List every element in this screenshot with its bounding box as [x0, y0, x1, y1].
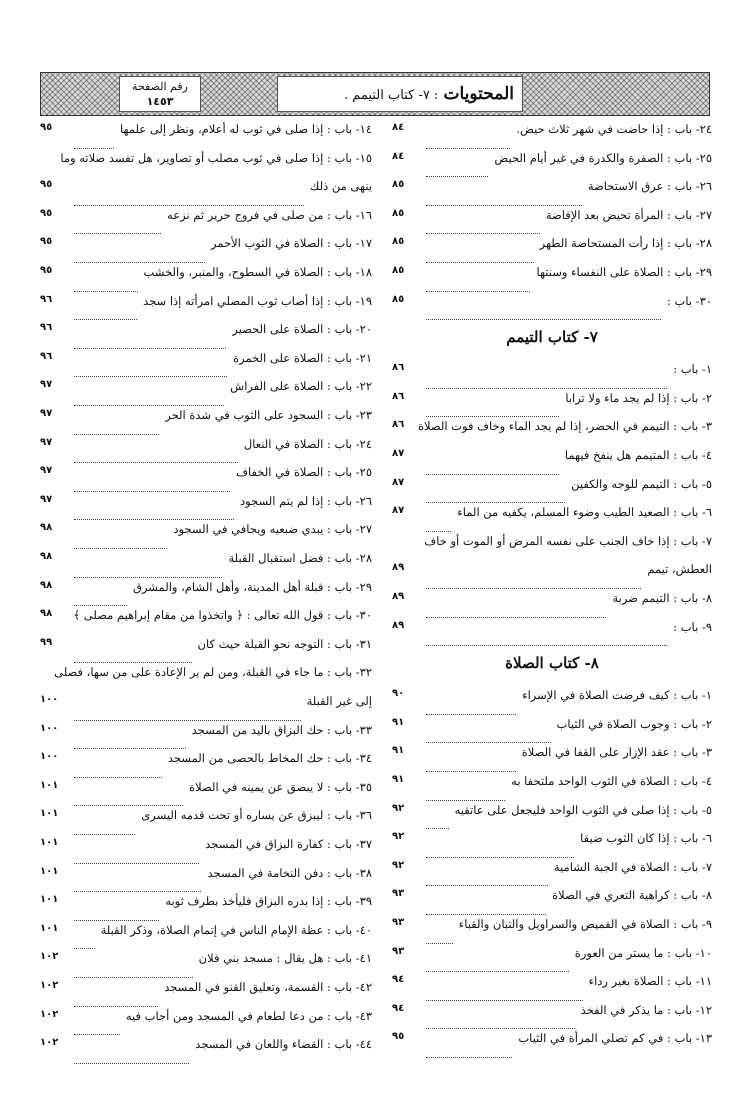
toc-entry	[40, 265, 372, 294]
toc-page-number: ٨٥	[392, 207, 405, 219]
toc-dot-leader	[426, 388, 667, 389]
toc-dot-leader	[426, 617, 606, 618]
toc-dot-leader	[74, 434, 159, 435]
toc-page-number: ٩٨	[40, 608, 53, 620]
toc-page-number: ٩٠	[392, 688, 405, 700]
toc-dot-leader	[426, 1028, 575, 1029]
toc-entry-title: ٢- باب : إذا لم يجد ماء ولا ترابا	[565, 390, 712, 405]
toc-page-number: ٩٤	[392, 1002, 405, 1014]
toc-entry-title: ١٩- باب : إذا أصاب ثوب المصلي امرأته إذا سجد	[143, 293, 372, 308]
header-subtitle: : ٧- كتاب التيمم .	[344, 88, 439, 103]
toc-page-number: ٩٣	[392, 888, 405, 900]
toc-dot-leader	[74, 319, 137, 320]
toc-page-number: ١٠١	[40, 922, 59, 934]
toc-entry	[40, 351, 372, 380]
toc-dot-leader	[426, 531, 451, 532]
toc-entry-title: ١٢- باب : ما يذكر في الفخذ	[580, 1002, 712, 1017]
toc-entry-title: ٤٠- باب : عظة الإمام الناس في إتمام الصلاة، وذكر القبلة	[100, 922, 372, 937]
toc-dot-leader	[426, 416, 559, 417]
toc-entry	[392, 294, 712, 323]
toc-dot-leader	[426, 319, 661, 320]
toc-entry	[40, 951, 372, 980]
toc-dot-leader	[74, 262, 205, 263]
toc-entry-title: ١٣- باب : في كم تصلي المرأة في الثياب	[518, 1031, 712, 1046]
toc-entry	[40, 322, 372, 351]
toc-dot-leader	[74, 405, 224, 406]
toc-dot-leader	[426, 771, 516, 772]
toc-entry-title: ٤٤- باب : القضاء واللعان في المسجد	[195, 1037, 372, 1052]
toc-entry	[40, 808, 372, 837]
toc-page-number: ٩٢	[392, 831, 405, 843]
toc-entry-title: ٧- باب : إذا خاف الجنب على نفسه المرض أو الموت أو خاف	[424, 533, 712, 548]
toc-page-number: ٩٦	[40, 322, 53, 334]
toc-entry-title: ٢٦- باب : عرق الاستحاضة	[587, 179, 712, 194]
toc-entry	[392, 477, 712, 506]
toc-entry	[40, 665, 372, 694]
toc-entry	[40, 580, 372, 609]
toc-dot-leader	[426, 502, 565, 503]
toc-entry	[40, 408, 372, 437]
toc-entry	[392, 688, 712, 717]
toc-entry-title: ٣٨- باب : دفن النخامة في المسجد	[207, 865, 372, 880]
header-title-box	[277, 76, 523, 112]
toc-entry-title: ٦- باب : الصعيد الطيب وضوء المسلم، يكفيه من الماء	[457, 505, 712, 520]
toc-page-number: ٨٩	[392, 562, 405, 574]
toc-entry	[392, 236, 712, 265]
toc-right-column	[392, 122, 712, 1072]
toc-entry	[392, 774, 712, 803]
toc-entry-title: ٨- باب : كراهية التعري في الصلاة	[552, 888, 712, 903]
toc-entry	[40, 751, 372, 780]
toc-page-number: ١٠١	[40, 865, 59, 877]
toc-dot-leader	[74, 920, 159, 921]
toc-heading-text: ٨- كتاب الصلاة	[505, 654, 599, 673]
toc-page-number: ٩٧	[40, 379, 53, 391]
toc-page-number: ٨٤	[392, 150, 405, 162]
toc-page-number: ٨٦	[392, 362, 405, 374]
toc-entry-title: ٢٠- باب : الصلاة على الحصير	[232, 322, 372, 337]
toc-dot-leader	[74, 948, 95, 949]
toc-dot-leader	[426, 714, 516, 715]
toc-dot-leader	[426, 971, 569, 972]
toc-entry	[40, 866, 372, 895]
toc-page-number: ٨٥	[392, 179, 405, 191]
toc-dot-leader	[426, 857, 574, 858]
toc-dot-leader	[426, 176, 488, 177]
toc-entry	[40, 379, 372, 408]
toc-entry-title: ٣- باب : التيمم في الحضر، إذا لم يجد الماء وخاف فوت الصلاة	[417, 419, 712, 434]
toc-page-number: ٩٤	[392, 974, 405, 986]
toc-entry	[392, 745, 712, 774]
toc-entry-title: ٨- باب : التيمم ضربة	[612, 591, 712, 605]
toc-dot-leader	[74, 805, 183, 806]
toc-entry-title: ٩- باب : الصلاة في القميص والسراويل والتبان والقباء	[458, 917, 712, 931]
toc-entry	[40, 637, 372, 666]
toc-entry-title: ٣٤- باب : حك المخاط بالحصى من المسجد	[167, 751, 372, 766]
toc-entry-title: ٩- باب :	[673, 619, 712, 634]
toc-entry-title: ٤- باب : الصلاة في الثوب الواحد ملتحفا به	[511, 774, 712, 788]
toc-entry	[40, 122, 372, 151]
toc-entry	[392, 208, 712, 237]
toc-page-number: ٩٥	[40, 122, 53, 133]
toc-page-number: ٩١	[392, 745, 405, 757]
toc-dot-leader	[74, 548, 167, 549]
toc-dot-leader	[426, 800, 505, 801]
toc-page-number: ٩٨	[40, 551, 53, 562]
toc-entry-title: ٣٢- باب : ما جاء في القبلة، ومن لم ير الإعادة على من سها، فصلى	[54, 665, 372, 680]
toc-entry-title: ٢٥- باب : الصفرة والكدرة في غير أيام الحيض	[494, 150, 712, 165]
toc-entry-title: ٢٤- باب : الصلاة في النعال	[243, 436, 372, 451]
toc-entry-title: ٤١- باب : هل يقال : مسجد بني فلان	[198, 951, 372, 966]
toc-dot-leader	[74, 519, 234, 520]
toc-page-number: ٨٥	[392, 265, 405, 276]
toc-entry-title: ٤- باب : المتيمم هل ينفخ فيهما	[564, 448, 712, 462]
toc-dot-leader	[426, 1000, 583, 1001]
page-header	[40, 72, 710, 116]
toc-page-number: ٨٥	[392, 236, 405, 248]
toc-entry	[392, 122, 712, 151]
toc-entry	[40, 179, 372, 208]
toc-dot-leader	[74, 1034, 120, 1035]
page-number-label: رقم الصفحة	[132, 80, 188, 93]
toc-entry	[40, 551, 372, 580]
toc-page-number: ٨٩	[392, 619, 405, 631]
toc-page-number: ٨٧	[392, 476, 405, 488]
toc-entry	[392, 179, 712, 208]
toc-entry	[40, 980, 372, 1009]
toc-left-column	[40, 122, 372, 1072]
toc-entry	[392, 505, 712, 534]
page-number-box	[119, 76, 201, 112]
toc-dot-leader	[74, 605, 127, 606]
toc-page-number: ٩٧	[40, 436, 53, 448]
toc-dot-leader	[74, 891, 201, 892]
toc-entry-title: ٥- باب : إذا صلى في الثوب الواحد فليجعل على عاتقيه	[454, 802, 712, 817]
toc-entry	[392, 917, 712, 946]
toc-entry	[40, 437, 372, 466]
toc-entry	[40, 694, 372, 723]
toc-entry	[40, 780, 372, 809]
toc-page-number: ١٠٠	[40, 751, 59, 763]
toc-entry-title: ٣٦- باب : ليبزق عن يساره أو تحت قدمه اليسرى	[141, 808, 372, 823]
toc-entry-title: ١- باب : كيف فرضت الصلاة في الإسراء	[522, 688, 712, 703]
toc-page-number: ٨٦	[392, 419, 405, 431]
toc-page-number: ١٠٢	[40, 1008, 59, 1020]
toc-dot-leader	[74, 577, 222, 578]
toc-heading-text: ٧- كتاب التيمم	[506, 328, 598, 347]
toc-page-number: ٩٥	[40, 207, 53, 219]
toc-entry-title: ٢١- باب : الصلاة على الخمرة	[233, 350, 372, 365]
toc-page-number: ٩٦	[40, 350, 53, 362]
toc-dot-leader	[74, 720, 301, 721]
toc-entry	[40, 151, 372, 180]
toc-entry-title: ٣٩- باب : إذا بدره البزاق فليأخذ بطرف ثوبه	[165, 894, 372, 909]
toc-dot-leader	[426, 148, 510, 149]
toc-entry-title: ٦- باب : إذا كان الثوب ضيقا	[580, 831, 712, 846]
toc-entry-title: ٢٥- باب : الصلاة في الخفاف	[236, 465, 372, 480]
toc-page-number: ٨٩	[392, 591, 405, 602]
toc-entry-title: ٢٦- باب : إذا لم يتم السجود	[239, 493, 372, 508]
toc-dot-leader	[74, 863, 199, 864]
toc-dot-leader	[74, 205, 304, 206]
toc-entry	[392, 1003, 712, 1032]
toc-page-number: ١٠٢	[40, 951, 59, 963]
toc-entry-title: ٣٥- باب : لا يبصق عن يمينه في الصلاة	[189, 779, 372, 794]
toc-entry	[392, 888, 712, 917]
toc-entry	[392, 362, 712, 391]
toc-entry-title: ٢٢- باب : الصلاة على الفراش	[230, 379, 372, 394]
toc-page-number: ٩٧	[40, 465, 53, 477]
toc-entry-title: ٢٣- باب : السجود على الثوب في شدة الحر	[165, 408, 372, 422]
header-title: المحتويات	[443, 84, 514, 104]
toc-dot-leader	[74, 1006, 158, 1007]
toc-dot-leader	[74, 777, 162, 778]
toc-dot-leader	[426, 588, 641, 589]
toc-entry-title: ينهى من ذلك	[309, 179, 372, 194]
toc-page-number: ٩١	[392, 774, 405, 785]
toc-page-number: ٨٧	[392, 505, 405, 517]
toc-entry-title: ٥- باب : التيمم للوجه والكفين	[571, 476, 712, 491]
toc-entry	[392, 448, 712, 477]
toc-entry	[392, 803, 712, 832]
toc-dot-leader	[426, 291, 530, 292]
toc-entry	[40, 494, 372, 523]
toc-page-number: ٩٣	[392, 945, 405, 957]
toc-page-number: ٨٥	[392, 293, 405, 305]
toc-entry	[40, 208, 372, 237]
toc-dot-leader	[74, 462, 238, 463]
toc-entry	[392, 562, 712, 591]
toc-entry-title: ٧- باب : الصلاة في الجبة الشامية	[553, 859, 712, 874]
toc-entry-title: إلى غير القبلة	[306, 694, 372, 708]
toc-entry	[392, 1031, 712, 1060]
toc-entry	[40, 522, 372, 551]
toc-entry	[392, 974, 712, 1003]
toc-page-number: ١٠١	[40, 808, 59, 820]
toc-dot-leader	[74, 977, 193, 978]
toc-dot-leader	[74, 348, 226, 349]
toc-dot-leader	[426, 233, 540, 234]
toc-entry-title: ٣١- باب : التوجه نحو القبلة حيث كان	[197, 636, 372, 651]
toc-entry-title: ١٤- باب : إذا صلى في ثوب له أعلام، ونظر إلى علمها	[120, 122, 372, 136]
toc-entry-title: ١- باب :	[673, 362, 712, 377]
toc-page-number: ٩٣	[392, 917, 405, 928]
toc-entry-title: ٢٤- باب : إذا حاضت في شهر ثلاث حيض.	[516, 122, 712, 136]
toc-dot-leader	[74, 748, 186, 749]
toc-entry	[40, 723, 372, 752]
toc-entry	[392, 717, 712, 746]
toc-page-number: ٩٥	[40, 236, 53, 248]
toc-page-number: ١٠٠	[40, 694, 59, 705]
toc-page-number: ٩٩	[40, 636, 53, 648]
toc-entry-title: ١٨- باب : الصلاة في السطوح، والمنبر، والخشب	[143, 265, 372, 279]
toc-page-number: ٩٥	[392, 1031, 405, 1043]
toc-entry-title: ١٦- باب : من صلى في فروج حرير ثم نزعه	[167, 207, 372, 222]
toc-entry	[392, 591, 712, 620]
toc-entry-title: ٢٧- باب : المرأة تحيض بعد الإفاضة	[545, 207, 712, 222]
toc-entry-title: ٢٨- باب : إذا رأت المستحاضة الطهر	[539, 236, 712, 251]
toc-entry	[40, 465, 372, 494]
toc-entry	[392, 534, 712, 563]
toc-dot-leader	[426, 943, 453, 944]
toc-entry	[392, 151, 712, 180]
toc-dot-leader	[426, 828, 449, 829]
toc-page-number: ١٠١	[40, 837, 59, 848]
toc-entry-title: ٣٣- باب : حك البزاق باليد من المسجد	[191, 722, 372, 737]
toc-page-number: ١٠٢	[40, 1037, 59, 1049]
toc-entry	[40, 236, 372, 265]
toc-entry-title: ٤٣- باب : من دعا لطعام في المسجد ومن أجاب فيه	[125, 1008, 372, 1023]
toc-entry	[40, 837, 372, 866]
toc-dot-leader	[74, 233, 161, 234]
toc-dot-leader	[426, 914, 546, 915]
toc-entry-title: ٣٧- باب : كفارة البزاق في المسجد	[205, 837, 372, 851]
toc-page-number: ٩٥	[40, 265, 53, 276]
toc-page-number: ٨٦	[392, 390, 405, 402]
toc-page-number: ٩٧	[40, 493, 53, 505]
toc-dot-leader	[74, 291, 138, 292]
toc-dot-leader	[74, 662, 192, 663]
toc-dot-leader	[74, 148, 114, 149]
toc-dot-leader	[426, 474, 559, 475]
toc-entry	[392, 946, 712, 975]
toc-entry-title: ١٠- باب : ما يستر من العورة	[574, 945, 712, 960]
toc-entry	[392, 419, 712, 448]
toc-entry-title: ٣٠- باب : قول الله تعالى : ﴿ واتخذوا من مقام إبراهيم مصلى ﴾	[73, 608, 372, 623]
toc-entry-title: ٣- باب : عقد الإزار على القفا في الصلاة	[521, 745, 712, 760]
toc-entry	[40, 923, 372, 952]
toc-page-number: ٩٢	[392, 859, 405, 871]
toc-page-number: ١٠١	[40, 779, 59, 791]
toc-page-number: ٩٥	[40, 179, 53, 191]
toc-entry-title: ٢- باب : وجوب الصلاة في الثياب	[556, 716, 712, 731]
toc-dot-leader	[74, 834, 135, 835]
toc-entry	[392, 391, 712, 420]
toc-dot-leader	[74, 376, 227, 377]
toc-dot-leader	[74, 491, 230, 492]
toc-entry	[40, 1037, 372, 1066]
toc-page-number: ٩١	[392, 716, 405, 728]
toc-page-number: ٩٦	[40, 293, 53, 305]
toc-page-number: ٩٢	[392, 802, 405, 814]
toc-entry-title: العطش، تيمم	[647, 562, 712, 577]
toc-entry-title: ٢٩- باب : الصلاة على النفساء وسنتها	[536, 265, 712, 279]
toc-dot-leader	[426, 645, 667, 646]
toc-entry-title: ٢٨- باب : فضل استقبال القبلة	[228, 551, 372, 565]
toc-entry	[40, 294, 372, 323]
toc-page-number: ٨٧	[392, 448, 405, 459]
toc-entry-title: ١١- باب : الصلاة بغير رداء	[588, 974, 712, 989]
page-number: ١٤٥٣	[146, 95, 174, 108]
toc-entry-title: ١٥- باب : إذا صلى في ثوب مصلب أو تصاوير، هل تفسد صلاته وما	[60, 150, 372, 165]
toc-page-number: ٩٧	[40, 408, 53, 419]
toc-page-number: ١٠٢	[40, 980, 59, 991]
toc-page-number: ٩٨	[40, 579, 53, 591]
toc-page-number: ١٠١	[40, 894, 59, 906]
toc-entry	[392, 265, 712, 294]
toc-page-number: ١٠٠	[40, 722, 59, 734]
toc-entry	[40, 608, 372, 637]
toc-page-number: ٨٤	[392, 122, 405, 133]
toc-dot-leader	[74, 1063, 189, 1064]
toc-dot-leader	[426, 205, 582, 206]
toc-entry-title: ١٧- باب : الصلاة في الثوب الأحمر	[210, 236, 372, 251]
toc-book-heading	[392, 654, 712, 688]
toc-entry-title: ٢٧- باب : يبدي ضبعيه ويجافي في السجود	[173, 522, 372, 537]
toc-book-heading	[392, 328, 712, 362]
toc-dot-leader	[426, 1057, 512, 1058]
toc-dot-leader	[426, 262, 534, 263]
toc-entry	[40, 1009, 372, 1038]
toc-dot-leader	[426, 885, 548, 886]
toc-page-number: ٩٨	[40, 522, 53, 534]
toc-entry-title: ٤٢- باب : القسمة، وتعليق القنو في المسجد	[164, 980, 372, 994]
toc-entry	[392, 831, 712, 860]
toc-dot-leader	[426, 742, 551, 743]
toc-entry	[392, 860, 712, 889]
toc-entry	[40, 894, 372, 923]
toc-entry-title: ٢٩- باب : قبلة أهل المدينة، وأهل الشام، والمشرق	[133, 579, 372, 594]
toc-entry-title: ٣٠- باب :	[667, 293, 712, 308]
toc-entry	[392, 620, 712, 649]
